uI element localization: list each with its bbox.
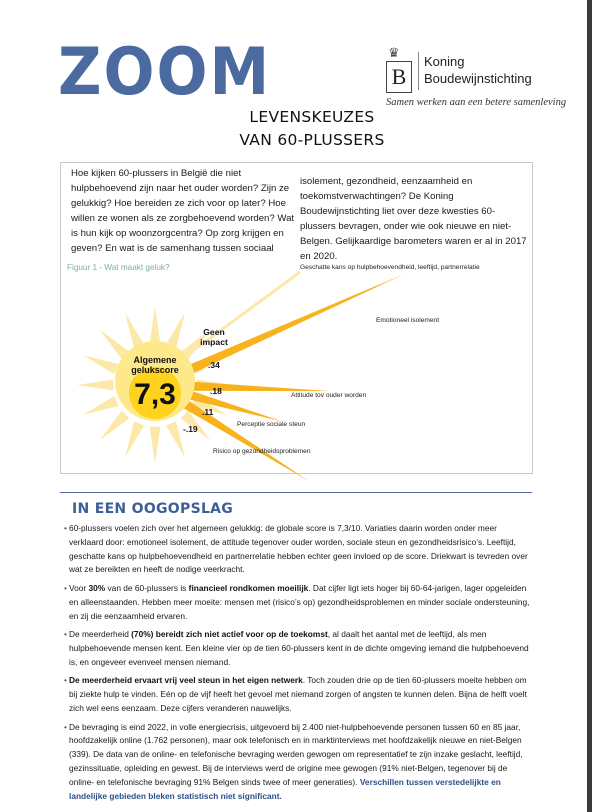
factor-label-0: Geschatte kans op hulpbehoevendheid, leeftijd, partnerrelatie	[300, 264, 480, 271]
bullet-text: , al daalt het aantal met de leeftijd, als men hulpbehoevende mensen kent. Een kleine vier op de tien 60-plussers kent in de dichte omgeving iemand die hulpbehoevend is, en ongeveer evenveel mensen niemand.	[69, 629, 529, 667]
sun-ray	[77, 380, 113, 391]
factor-label-1: Emotioneel isolement	[376, 317, 440, 324]
section-divider	[60, 492, 532, 493]
sun-ray	[166, 313, 185, 349]
sun-ray	[150, 427, 161, 463]
bullet-text: . Toch zouden drie op de tien 60-plussers moeite hebben om bij ziekte hulp te vinden. Eén op de vijf heeft het gevoel met niemand zorgen of angsten te kunnen delen. Bijna de helft voelt zich wel eens eenzaam. Deze cijfers veranderen nauwelijks.	[69, 675, 527, 713]
summary-bullet	[64, 522, 531, 577]
crown-icon: ♛	[388, 45, 400, 60]
org-name-line2: Boudewijnstichting	[424, 71, 532, 86]
factor-value-2: .18	[210, 386, 222, 396]
org-tagline: Samen werken aan een betere samenleving	[386, 97, 567, 108]
summary-bullet	[64, 628, 531, 669]
bullet-text: 30%	[88, 582, 106, 593]
summary-bullets	[64, 522, 531, 808]
page-title-line2: VAN 60-PLUSSERS	[239, 131, 385, 149]
bullet-icon: •	[64, 582, 67, 593]
summary-bullet	[64, 582, 531, 623]
bullet-text: De bevraging is eind 2022, in volle energiecrisis, uitgevoerd bij 2.400 niet-hulpbehoevende personen tussen 60 en 85 jaar, hoofdzakelijk online (1.762 personen), maar ook telefonisch en in marktinterviews met hoofdzakelijk nieuwe en niet-Belgen (339). De data van de online- en telefonische bevraging werden gewogen om representatief te zijn inzake geslacht, leeftijd, gezinssituatie, opleiding en gewest. Bij de interviews werd de origine mee gewogen (91% niet-Belgen, tegenover bij de online- en telefonische bevraging 91% Belgen sinds twee of meer generaties).	[69, 721, 523, 787]
intro-text-left: Hoe kijken 60-plussers in België die niet hulpbehoevend zijn naar het ouder worden? Zijn ze gelukkig? Hoe bereiden ze zich voor op later? Hoe willen ze wonen als ze zorgbehoevend worden? Wat is hun kijk op woonzorgcentra? Op zorg krijgen en geven? En wat is de samenhang tussen sociaal	[71, 168, 295, 254]
bullet-text: . Dat cijfer ligt iets hoger bij 60-64-jarigen, lager opgeleiden en alleenstaanden. Hebben meer moeite: mensen met (risico’s op) gezondheidsproblemen en minder sociale ondersteuning, en zij die eenzaamheid ervaren.	[69, 582, 530, 621]
bullet-text: De meerderheid ervaart vrij veel steun in het eigen netwerk	[69, 675, 303, 686]
org-logo-letter: B	[386, 61, 412, 93]
happiness-score-value: 7,3	[134, 378, 176, 411]
bullet-text: De meerderheid	[69, 629, 132, 640]
sun-ray	[100, 411, 130, 441]
factor-value-1: .34	[208, 360, 220, 370]
factor-label-4: Risico op gezondheidsproblemen	[213, 448, 311, 455]
factor-label-2: Attitude tov ouder worden	[291, 392, 367, 399]
section-title: IN EEN OOGOPSLAG	[72, 501, 234, 517]
sun-ray	[83, 355, 119, 374]
org-name-line1: Koning	[424, 54, 465, 69]
factor-ray-2	[184, 381, 330, 391]
bullet-icon: •	[64, 523, 67, 533]
bullet-text: Voor	[69, 582, 89, 593]
sun-ray	[125, 421, 144, 457]
bullet-icon: •	[64, 675, 67, 686]
factor-value-4: -.19	[183, 424, 198, 434]
bullet-text: (70%) bereidt zich niet actief voor op de toekomst	[131, 629, 328, 640]
bullet-text: van de 60-plussers is	[105, 582, 189, 593]
factor-label-3: Perceptie sociale steun	[237, 421, 306, 428]
figure-caption: Figuur 1 - Wat maakt geluk?	[67, 263, 170, 272]
sun-ray	[150, 307, 161, 343]
bullet-text: financieel rondkomen moeilijk	[188, 582, 309, 593]
bullet-text: Verschillen tussen verstedelijkte en landelijke gebieden bleken statistisch niet significant.	[69, 776, 501, 801]
bullet-icon: •	[64, 629, 67, 640]
summary-bullet	[64, 721, 531, 804]
no-impact-label: Geen impact	[200, 327, 228, 347]
sun-ray	[83, 396, 119, 415]
summary-bullet	[64, 674, 531, 715]
bullet-icon: •	[64, 721, 67, 732]
intro-text-right: isolement, gezondheid, eenzaamheid en toekomstverwachtingen? De Koning Boudewijnstichting liet over deze kwesties 60-plussers bevragen, onder wie ook nieuwe en niet-Belgen. Gelijkaardige barometers waren er al in 2017 en 2020.	[300, 176, 527, 262]
happiness-score-title: Algemene gelukscore	[131, 355, 179, 375]
bullet-text: 60-plussers voelen zich over het algemeen gelukkig: de globale score is 7,3/10. Variaties daarin worden onder meer verklaard door: emotioneel isolement, de attitude tegenover ouder worden, sociale steun en gezondheidsrisico’s. Leeftijd, geschatte kans op hulpbehoevendheid en partnerrelatie hebben echter geen invloed op de score. Driekwart is tevreden over wat ze bereikten en heeft de nodige veerkracht.	[69, 523, 528, 575]
sun-ray	[166, 421, 185, 457]
brand-title: ZOOM	[58, 34, 272, 111]
sun-ray	[125, 313, 144, 349]
factor-value-3: .11	[202, 407, 214, 417]
page-title-line1: LEVENSKEUZES	[249, 108, 375, 126]
